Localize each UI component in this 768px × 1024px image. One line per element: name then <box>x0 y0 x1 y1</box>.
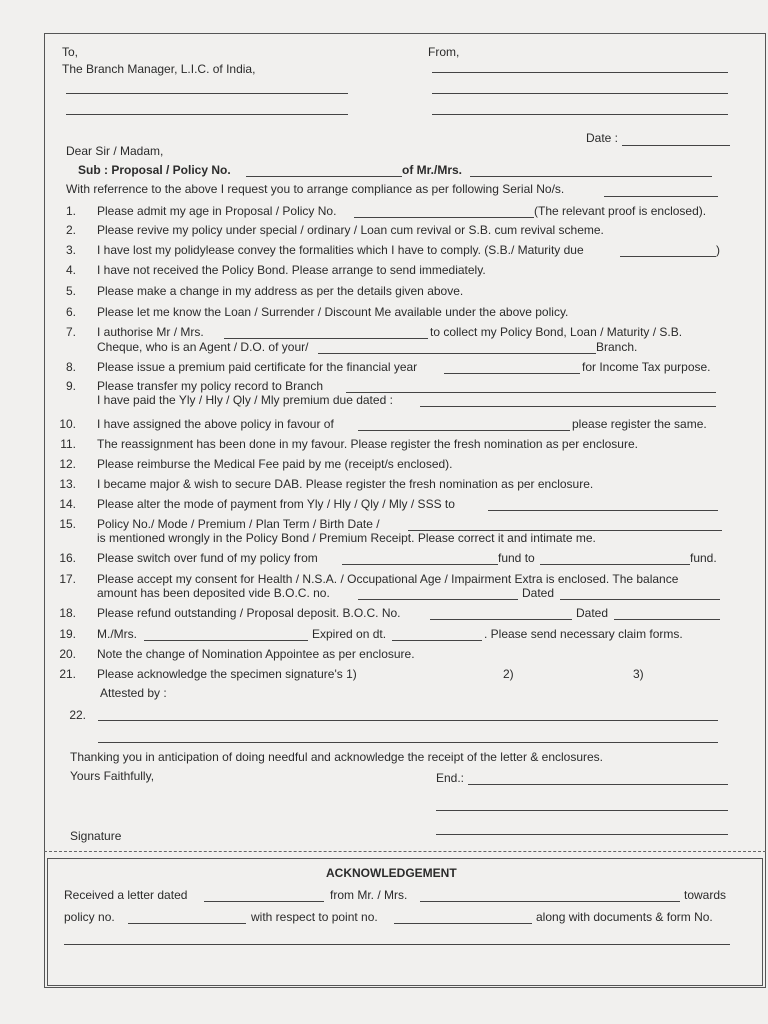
to-address-line-2[interactable] <box>66 114 348 115</box>
item-tail: fund. <box>690 551 717 565</box>
tear-off-line <box>44 851 766 852</box>
date-label: Date : <box>586 131 619 145</box>
ack-point-field[interactable] <box>394 923 532 924</box>
ack-name-field[interactable] <box>420 901 680 902</box>
item-text: Please make a change in my address as per the details given above. <box>97 284 464 298</box>
item-19-date-field[interactable] <box>392 640 482 641</box>
item-number: 16. <box>59 551 76 565</box>
item-text: Please alter the mode of payment from Yly / Hly / Qly / Mly / SSS to <box>97 497 455 511</box>
addressee: The Branch Manager, L.I.C. of India, <box>62 62 256 76</box>
signature-3-label: 3) <box>633 667 644 681</box>
item-text: Please revive my policy under special / ordinary / Loan cum revival or S.B. cum revival scheme. <box>97 223 604 237</box>
ack-policy-label: policy no. <box>64 910 115 924</box>
item-mid: Expired on dt. <box>312 627 387 641</box>
item-text: M./Mrs. <box>97 627 137 641</box>
signature-2-label: 2) <box>503 667 514 681</box>
item-tail2: Branch. <box>596 340 638 354</box>
item-text: The reassignment has been done in my favour. Please register the fresh nomination as per enclosure. <box>97 437 638 451</box>
item-tail: Dated <box>576 606 609 620</box>
item-number: 3. <box>65 243 76 257</box>
item-number: 1. <box>65 204 76 218</box>
enclosure-line-1[interactable] <box>468 784 728 785</box>
item-text: I authorise Mr / Mrs. <box>97 325 204 339</box>
ack-policy-field[interactable] <box>128 923 246 924</box>
item-text: I have not received the Policy Bond. Please arrange to send immediately. <box>97 263 486 277</box>
from-address-line-1[interactable] <box>432 72 728 73</box>
to-address-line-1[interactable] <box>66 93 348 94</box>
item-3-maturity-field[interactable] <box>620 256 716 257</box>
serial-numbers-field[interactable] <box>604 196 718 197</box>
item-text: Please acknowledge the specimen signature's 1) <box>97 667 357 681</box>
item-text: I became major & wish to secure DAB. Please register the fresh nomination as per enclosure. <box>97 477 594 491</box>
salutation: Dear Sir / Madam, <box>66 144 164 158</box>
subject-of-label: of Mr./Mrs. <box>402 163 463 177</box>
item-text: I have assigned the above policy in favour of <box>97 417 334 431</box>
item-text: Please switch over fund of my policy from <box>97 551 318 565</box>
yours-faithfully: Yours Faithfully, <box>70 769 155 783</box>
item-line2: amount has been deposited vide B.O.C. no. <box>97 586 330 600</box>
item-18-dated-field[interactable] <box>614 619 720 620</box>
ack-received-label: Received a letter dated <box>64 888 188 902</box>
ack-documents-label: along with documents & form No. <box>536 910 713 924</box>
enclosure-label: End.: <box>436 771 465 785</box>
item-tail2: Dated <box>522 586 555 600</box>
subject-label: Sub : Proposal / Policy No. <box>78 163 231 177</box>
item-text: Please transfer my policy record to Branch <box>97 379 324 393</box>
policyholder-name-field[interactable] <box>470 176 712 177</box>
thanks-text: Thanking you in anticipation of doing needful and acknowledge the receipt of the letter & enclosures. <box>70 750 604 764</box>
ack-form-number-field[interactable] <box>64 944 730 945</box>
item-17-dated-field[interactable] <box>560 599 720 600</box>
item-number: 6. <box>65 305 76 319</box>
item-7-authorised-name-field[interactable] <box>224 338 428 339</box>
item-number: 15. <box>59 517 76 531</box>
item-text: I have lost my polidylease convey the formalities which I have to comply. (S.B./ Maturity due <box>97 243 584 257</box>
item-7-branch-field[interactable] <box>318 353 596 354</box>
item-number: 4. <box>65 263 76 277</box>
item-1-policy-field[interactable] <box>354 217 534 218</box>
attested-by-label: Attested by : <box>100 686 167 700</box>
item-number: 11. <box>60 437 76 451</box>
item-text: Please accept my consent for Health / N.S.A. / Occupational Age / Impairment Extra is enclosed. The balance <box>97 572 679 586</box>
item-text: Please reimburse the Medical Fee paid by me (receipt/s enclosed). <box>97 457 453 471</box>
item-number: 10. <box>59 417 76 431</box>
to-label: To, <box>62 45 79 59</box>
item-16-to-fund-field[interactable] <box>540 564 690 565</box>
from-address-line-2[interactable] <box>432 93 728 94</box>
item-text: Please issue a premium paid certificate for the financial year <box>97 360 418 374</box>
acknowledgement-title: ACKNOWLEDGEMENT <box>326 866 457 880</box>
ack-towards-label: towards <box>684 888 727 902</box>
signature-label: Signature <box>70 829 122 843</box>
item-tail: please register the same. <box>572 417 707 431</box>
date-field[interactable] <box>622 145 730 146</box>
item-number: 17. <box>59 572 76 586</box>
item-10-assignee-field[interactable] <box>358 430 570 431</box>
item-14-mode-field[interactable] <box>488 510 718 511</box>
item-text: Please let me know the Loan / Surrender / Discount Me available under the above policy. <box>97 305 569 319</box>
item-tail: for Income Tax purpose. <box>582 360 711 374</box>
enclosure-line-2[interactable] <box>436 810 728 811</box>
item-19-name-field[interactable] <box>144 640 308 641</box>
item-text: Note the change of Nomination Appointee as per enclosure. <box>97 647 415 661</box>
item-text: Policy No./ Mode / Premium / Plan Term / Birth Date / <box>97 517 380 531</box>
item-number: 14. <box>59 497 76 511</box>
item-22-line-1[interactable] <box>98 720 718 721</box>
item-number: 20. <box>59 647 76 661</box>
item-number: 13. <box>59 477 76 491</box>
item-tail: ) <box>716 243 720 257</box>
item-number: 8. <box>65 360 76 374</box>
ack-point-label: with respect to point no. <box>251 910 378 924</box>
item-line2: Cheque, who is an Agent / D.O. of your/ <box>97 340 309 354</box>
item-mid: fund to <box>498 551 535 565</box>
item-line2: I have paid the Yly / Hly / Qly / Mly premium due dated : <box>97 393 393 407</box>
item-text: Please refund outstanding / Proposal deposit. B.O.C. No. <box>97 606 401 620</box>
item-number: 12. <box>59 457 76 471</box>
from-address-line-3[interactable] <box>432 114 728 115</box>
item-number: 5. <box>65 284 76 298</box>
item-number: 7. <box>65 325 76 339</box>
item-18-boc-number-field[interactable] <box>430 619 572 620</box>
ack-letter-date-field[interactable] <box>204 901 324 902</box>
item-9-branch-field[interactable] <box>346 392 716 393</box>
item-number: 2. <box>65 223 76 237</box>
item-22-line-2[interactable] <box>98 742 718 743</box>
item-number: 18. <box>59 606 76 620</box>
item-9-due-date-field[interactable] <box>420 406 716 407</box>
item-number: 22. <box>69 708 86 722</box>
item-number: 19. <box>59 627 76 641</box>
item-17-boc-number-field[interactable] <box>358 599 518 600</box>
item-tail: (The relevant proof is enclosed). <box>534 204 707 218</box>
intro-text: With referrence to the above I request you to arrange compliance as per following Serial No/s. <box>66 182 565 196</box>
from-label: From, <box>428 45 460 59</box>
item-number: 21. <box>59 667 76 681</box>
item-mid: to collect my Policy Bond, Loan / Maturity / S.B. <box>430 325 683 339</box>
ack-from-label: from Mr. / Mrs. <box>330 888 408 902</box>
item-number: 9. <box>65 379 76 393</box>
item-8-financial-year-field[interactable] <box>444 373 580 374</box>
policy-number-field[interactable] <box>246 176 402 177</box>
item-16-from-fund-field[interactable] <box>342 564 498 565</box>
item-text: Please admit my age in Proposal / Policy No. <box>97 204 337 218</box>
enclosure-line-3[interactable] <box>436 834 728 835</box>
item-line2: is mentioned wrongly in the Policy Bond / Premium Receipt. Please correct it and intimate me. <box>97 531 596 545</box>
item-tail: . Please send necessary claim forms. <box>484 627 683 641</box>
